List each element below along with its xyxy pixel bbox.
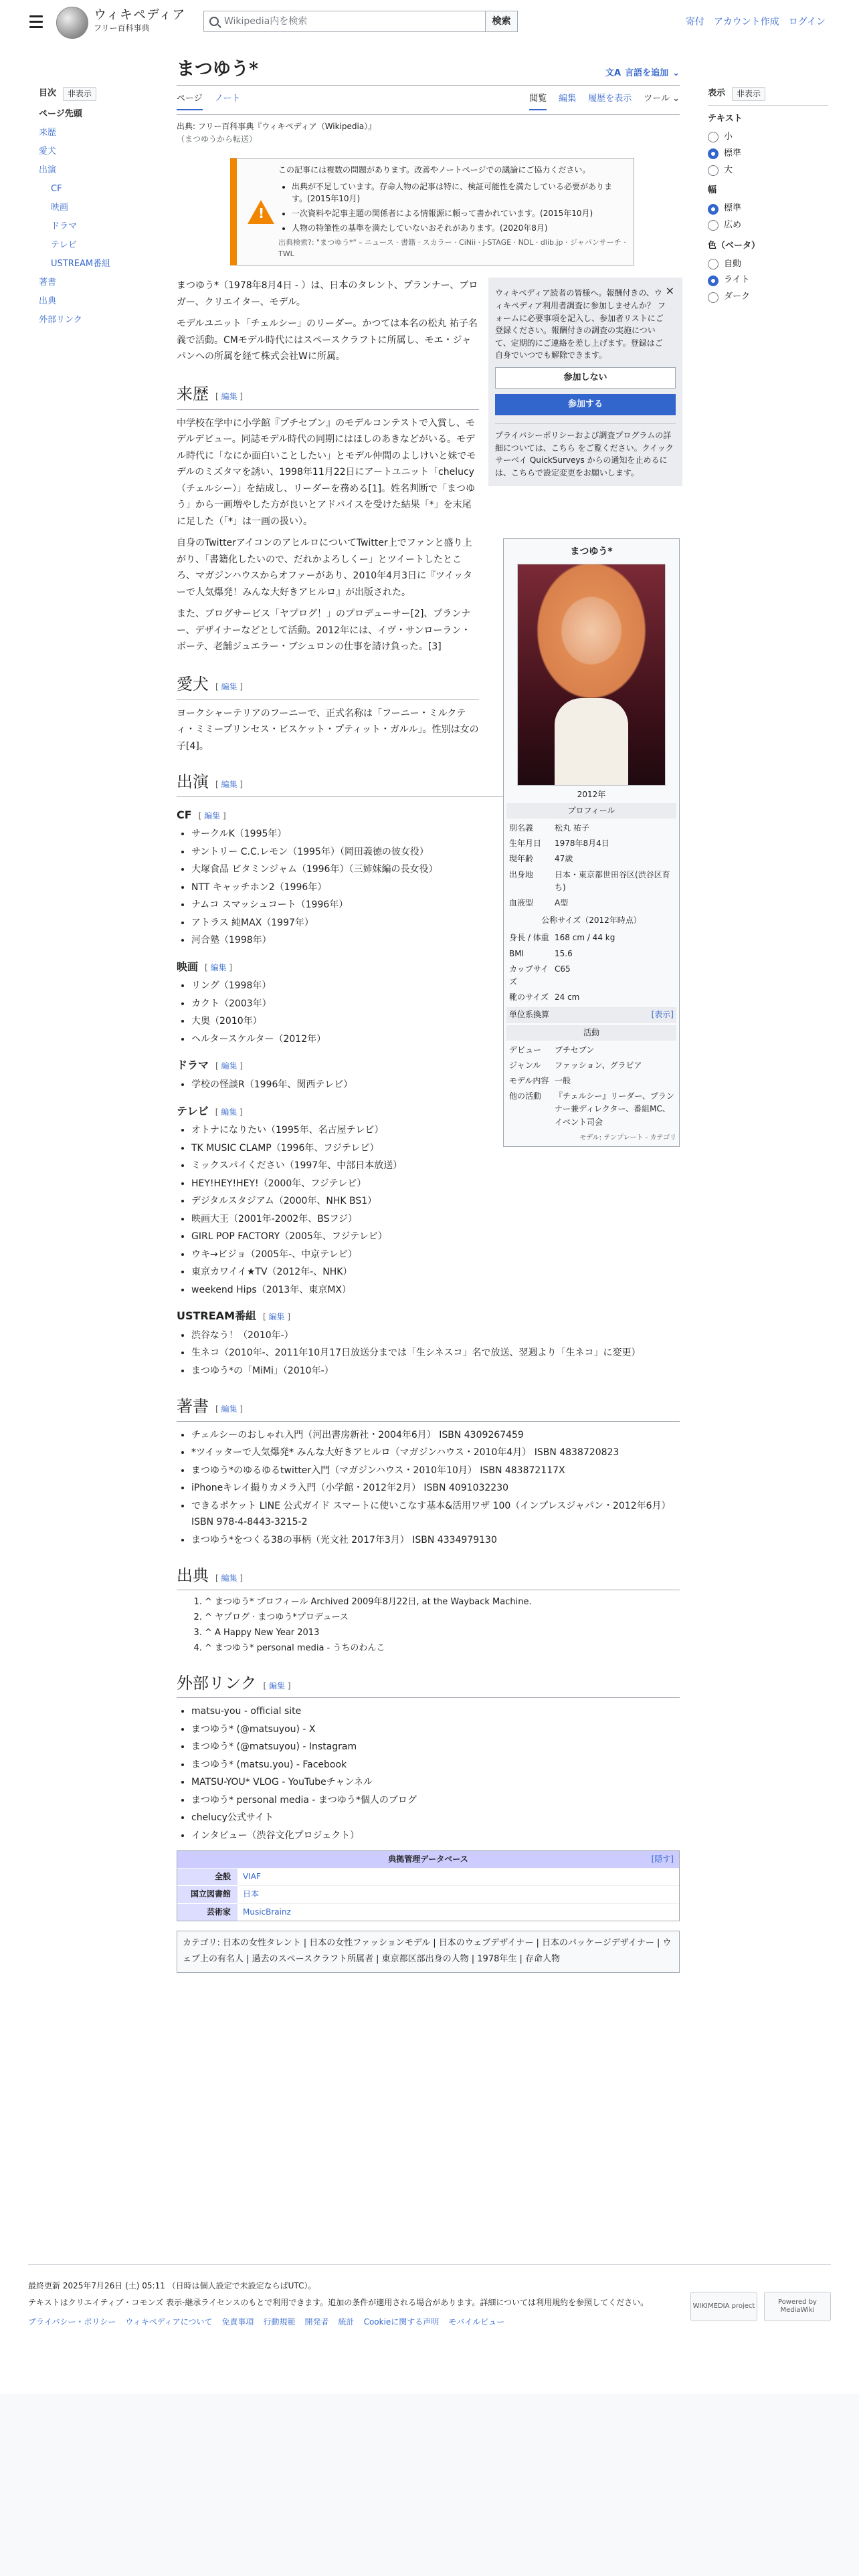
footer-badges xyxy=(690,2292,831,2321)
page-bottom-area xyxy=(0,2394,859,2576)
infobox-row xyxy=(506,1073,676,1089)
infobox-section-size: 公称サイズ（2012年時点） xyxy=(541,916,642,926)
reference-item: 4. ^ まつゆう* personal media - うちのわんこ xyxy=(205,1642,680,1656)
wordmark-tagline: フリー百科事典 xyxy=(94,23,150,33)
search-button[interactable]: 検索 xyxy=(486,11,518,32)
infobox-value: 『チェルシー』リーダー、プランナー兼ディレクター、番組MC、イベント司会 xyxy=(555,1091,674,1127)
list-item: • まつゆう* (@matsuyou) - Instagram xyxy=(191,1739,680,1755)
infobox-value: A型 xyxy=(555,898,569,908)
infobox-value: 一般 xyxy=(555,1076,571,1086)
section-heading-dog xyxy=(177,670,479,700)
radio-button[interactable] xyxy=(708,292,719,303)
movie-edit: [ 編集 ] xyxy=(205,962,233,972)
authority-label: 国立図書館 xyxy=(177,1886,237,1903)
infobox-value: 168 cm / 44 kg xyxy=(555,933,615,943)
edit-link[interactable]: 編集 xyxy=(210,962,227,972)
list-item: • MATSU-YOU* VLOG - YouTubeチャンネル xyxy=(191,1774,680,1791)
radio-button[interactable] xyxy=(708,132,719,142)
books-edit: [ 編集 ] xyxy=(215,1404,244,1414)
redirect-note: （まつゆうから転送） xyxy=(177,134,258,144)
source-search-links[interactable]: 出典検索?: "まつゆう*" – ニュース · 書籍 · スカラー · CiNii · J-STAGE · NDL · dlib.jp · ジャパンサーチ · TWL xyxy=(278,238,626,259)
infobox-row xyxy=(506,946,676,962)
edit-link[interactable]: 編集 xyxy=(204,811,221,821)
list-item: • できるポケット LINE 公式ガイド スマートに使いこなす基本&活用ワザ 100（インプレスジャパン・2012年6月） ISBN 978-4-8443-3215-2 xyxy=(191,1498,680,1531)
infobox-row xyxy=(506,962,676,990)
toc-item[interactable]: 愛犬 xyxy=(39,146,57,157)
radio-option[interactable] xyxy=(708,130,828,144)
list-item: • iPhoneキレイ撮りカメラ入門（小学館・2012年2月） ISBN 4091032230 xyxy=(191,1480,680,1497)
authority-row xyxy=(177,1868,679,1886)
list-item: • まつゆう*の「MiMi」（2010年-） xyxy=(191,1363,680,1380)
history-edit: [ 編集 ] xyxy=(215,391,244,401)
history-paragraph: 自身のTwitterアイコンのアヒルロについてTwitter上でファンと盛り上がり、「書籍化したいので、だれかよろしくー」とツイートしたところ、マガジンハウスからオファーがあり、2010年4月3日に『ツイッターで人気爆発！みんな大好きアヒルロ』が出版された。 xyxy=(177,538,473,598)
infobox-label: 血液型 xyxy=(509,898,534,908)
survey-accept-button[interactable]: 参加する xyxy=(495,394,676,415)
intro-paragraph: モデルユニット「チェルシー」のリーダー。かつては本名の松丸 祐子名義で活動。CMモデル時代にはスペースクラフトに所属し、モエ・ジャパンへの所属を経て株式会社Wに所属。 xyxy=(177,318,478,362)
tab-read[interactable]: 閲覧 xyxy=(529,92,547,110)
chevron-down-icon: ⌄ xyxy=(672,94,680,104)
text-size-label: テキスト xyxy=(708,114,743,124)
radio-button[interactable] xyxy=(708,204,719,215)
section-heading-links xyxy=(177,1671,680,1698)
infobox-caption: 2012年 xyxy=(577,789,606,799)
authority-hide-toggle[interactable]: [隠す] xyxy=(651,1854,674,1864)
radio-option[interactable] xyxy=(708,274,828,288)
close-icon[interactable]: × xyxy=(665,284,674,298)
radio-label: 自動 xyxy=(724,258,742,269)
edit-link[interactable]: 編集 xyxy=(221,1107,237,1117)
ustream-list xyxy=(191,1327,680,1380)
personal-tools xyxy=(686,15,826,29)
list-item: • まつゆう*のゆるゆるtwitter入門（マガジンハウス・2010年10月） ISBN 483872117X xyxy=(191,1463,680,1479)
wordmark-title: ウィキペディア xyxy=(94,7,186,22)
refs-edit: [ 編集 ] xyxy=(215,1574,244,1584)
list-item: • 渋谷なう！（2010年-） xyxy=(191,1327,680,1344)
table-of-contents xyxy=(39,87,166,330)
external-links-list xyxy=(191,1703,680,1844)
list-item: • デジタルスタジアム（2000年、NHK BS1） xyxy=(191,1193,680,1210)
radio-option[interactable] xyxy=(708,202,828,216)
infobox-title: まつゆう* xyxy=(570,546,613,558)
section-heading-history xyxy=(177,380,479,410)
radio-option[interactable] xyxy=(708,219,828,233)
footer-link[interactable]: 免責事項 xyxy=(221,2317,254,2327)
list-item: • ミックスパイください（1997年、中部日本放送） xyxy=(191,1158,680,1174)
radio-button[interactable] xyxy=(708,165,719,176)
ambox-issue: • 一次資料や記事主題の関係者による情報源に頼って書かれています。(2015年10月) xyxy=(292,207,627,220)
ustream-heading-text: USTREAM番組 xyxy=(177,1309,256,1323)
list-item: • HEY!HEY!HEY!（2000年、フジテレビ） xyxy=(191,1176,680,1192)
infobox-label: BMI xyxy=(509,948,524,958)
list-item: • GIRL POP FACTORY（2005年、フジテレビ） xyxy=(191,1228,680,1245)
title-row xyxy=(177,58,680,86)
infobox-label: デビュー xyxy=(509,1045,542,1055)
list-item: • チェルシーのおしゃれ入門（河出書房新社・2004年6月） ISBN 4309267459 xyxy=(191,1427,680,1444)
movie-heading-text: 映画 xyxy=(177,960,199,973)
reference-item: 2. ^ ヤプログ · まつゆう*プロデュース xyxy=(205,1611,680,1625)
chevron-down-icon: ⌄ xyxy=(672,68,680,79)
dog-heading-text: 愛犬 xyxy=(177,674,209,693)
site-header xyxy=(0,0,859,44)
survey-decline-button[interactable]: 参加しない xyxy=(495,367,676,389)
infobox-value: 15.6 xyxy=(555,948,573,958)
infobox-photo[interactable] xyxy=(517,564,666,786)
infobox-row xyxy=(506,1043,676,1058)
dog-edit: [ 編集 ] xyxy=(215,681,244,691)
infobox-section-activity: 活動 xyxy=(506,1025,676,1041)
infobox-value: 松丸 祐子 xyxy=(555,823,589,833)
list-item: • サントリー C.C.レモン（1995年）（岡田義徳の彼女役） xyxy=(191,844,680,861)
list-item: • まつゆう*をつくる38の事柄（光文社 2017年3月） ISBN 4334979130 xyxy=(191,1532,680,1549)
infobox-row xyxy=(506,821,676,836)
toc-header xyxy=(39,87,166,101)
site-sub: 出典: フリー百科事典『ウィキペディア（Wikipedia）』 xyxy=(177,121,377,131)
subsection-heading-ustream xyxy=(177,1307,680,1325)
drama-edit: [ 編集 ] xyxy=(215,1061,244,1071)
authority-row xyxy=(177,1886,679,1903)
appearance-header xyxy=(708,87,828,106)
radio-label: 大 xyxy=(724,165,733,175)
list-item: • chelucy公式サイト xyxy=(191,1810,680,1826)
references-list xyxy=(205,1596,680,1655)
infobox-value: 47歳 xyxy=(555,854,573,864)
list-item: • 河合塾（1998年） xyxy=(191,932,680,949)
radio-button[interactable] xyxy=(708,276,719,286)
page-tabs xyxy=(177,92,680,115)
toc-item[interactable]: 来歴 xyxy=(39,128,57,138)
text-size-options xyxy=(708,130,828,177)
wordmark[interactable] xyxy=(94,7,185,33)
toc-hide-button[interactable]: 非表示 xyxy=(63,87,96,101)
appearance-hide-button[interactable]: 非表示 xyxy=(732,87,765,101)
authority-control xyxy=(177,1850,680,1921)
infobox-row xyxy=(506,895,676,911)
radio-label: 小 xyxy=(724,131,733,142)
tools-label: ツール xyxy=(644,94,670,104)
edit-link[interactable]: 編集 xyxy=(221,780,237,790)
footer-link[interactable]: 開発者 xyxy=(304,2317,329,2327)
authority-value[interactable]: VIAF xyxy=(237,1868,679,1886)
unit-conversion-label: 単位系換算 xyxy=(509,1010,550,1020)
wikimedia-badge[interactable]: WIKIMEDIA project xyxy=(690,2292,757,2321)
infobox-value: プチセブン xyxy=(555,1045,595,1055)
list-item: • まつゆう* (matsu.you) - Facebook xyxy=(191,1757,680,1774)
authority-table xyxy=(177,1868,679,1921)
infobox-row xyxy=(506,1089,676,1130)
infobox-label: ジャンル xyxy=(509,1060,541,1070)
toc-item[interactable]: 出典 xyxy=(39,296,57,307)
authority-row xyxy=(177,1903,679,1921)
toc-item[interactable]: 映画 xyxy=(51,203,69,213)
infobox-row xyxy=(506,851,676,867)
edit-link[interactable]: 編集 xyxy=(269,1681,286,1691)
list-item: • ナムコ スマッシュコート（1996年） xyxy=(191,897,680,914)
width-label: 幅 xyxy=(708,185,717,196)
infobox-row xyxy=(506,836,676,851)
toc-item[interactable]: 外部リンク xyxy=(39,315,82,326)
infobox-label: モデル内容 xyxy=(509,1076,549,1086)
authority-header xyxy=(177,1851,679,1868)
list-item: • まつゆう* personal media - まつゆう*個人のブログ xyxy=(191,1792,680,1809)
list-item: • リング（1998年） xyxy=(191,978,680,994)
radio-button[interactable] xyxy=(708,259,719,270)
survey-privacy: プライバシーポリシーおよび調査プログラムの詳細については、こちら をご覧ください。クイックサーベイ QuickSurveys からの通知を止めるには、こちらで設定変更をお願いします。 xyxy=(495,423,676,479)
infobox-label: 出身地 xyxy=(509,869,534,879)
radio-button[interactable] xyxy=(708,148,719,159)
footer-link[interactable]: 統計 xyxy=(338,2317,355,2327)
history-paragraph: また、ブログサービス「ヤプログ！」のプロデューサー[2]、プランナー、デザイナーなどとして活動。2012年には、イヴ・サンローラン・ボーテ、老舗ジュエラー・ブシュロンの仕事を請け負った。[3] xyxy=(177,609,471,653)
radio-option[interactable] xyxy=(708,164,828,178)
list-item: • *ツイッターで人気爆発* みんな大好きアヒルロ（マガジンハウス・2010年4月） ISBN 4838720823 xyxy=(191,1444,680,1461)
infobox-section-profile: プロフィール xyxy=(506,803,676,819)
last-modified: 最終更新 2025年7月26日 (土) 05:11 （日時は個人設定で未設定ならばUTC）。 xyxy=(28,2281,316,2290)
toc-item[interactable]: ドラマ xyxy=(51,221,78,232)
donate-link[interactable]: 寄付 xyxy=(685,17,704,27)
list-item: • 映画大王（2001年-2002年、BSフジ） xyxy=(191,1211,680,1228)
toc-item[interactable]: テレビ xyxy=(51,240,77,251)
ambox-intro: この記事には複数の問題があります。改善やノートページでの議論にご協力ください。 xyxy=(278,165,591,175)
edit-link[interactable]: 編集 xyxy=(221,681,237,691)
category-links[interactable]: カテゴリ: 日本の女性タレント | 日本の女性ファッションモデル | 日本のウェブデザイナー | 日本のパッケージデザイナー | ウェブ上の有名人 | 過去のスペースクラフト所属者 | 東京都区部出身の人物 | 1978年生 | 存命人物 xyxy=(177,1931,680,1973)
infobox-label: 生年月日 xyxy=(509,839,542,849)
infobox-size-table xyxy=(506,930,676,1005)
infobox xyxy=(503,538,680,1147)
edit-link[interactable]: 編集 xyxy=(221,1574,237,1584)
tools-menu[interactable] xyxy=(644,92,680,110)
appear-edit: [ 編集 ] xyxy=(215,780,244,790)
tab-talk[interactable]: ノート xyxy=(214,94,241,104)
tv-edit: [ 編集 ] xyxy=(215,1107,243,1117)
books-heading-text: 著書 xyxy=(177,1397,209,1416)
color-options xyxy=(708,257,828,304)
quick-survey xyxy=(488,278,682,486)
search-placeholder: Wikipedia内を検索 xyxy=(224,15,308,27)
toc-item[interactable]: 出演 xyxy=(39,165,57,176)
translate-icon: 文A xyxy=(605,68,622,79)
multiple-issues-box xyxy=(230,158,634,265)
language-button-label: 言語を追加 xyxy=(625,68,669,79)
infobox-value: ファッション、グラビア xyxy=(555,1060,642,1070)
toc-item[interactable]: 著書 xyxy=(39,278,57,288)
radio-button[interactable] xyxy=(708,220,719,231)
section-heading-books xyxy=(177,1394,680,1421)
cf-edit: [ 編集 ] xyxy=(198,811,226,821)
list-item: • オトナになりたい（1995年、名古屋テレビ） xyxy=(191,1122,680,1139)
appearance-panel xyxy=(708,87,828,307)
reference-item: 1. ^ まつゆう* プロフィール Archived 2009年8月22日, at the Wayback Machine. xyxy=(205,1596,680,1610)
cf-heading-text: CF xyxy=(177,808,192,821)
infobox-label: 現年齢 xyxy=(509,854,534,864)
infobox-table xyxy=(506,821,676,911)
survey-text: ウィキペディア読者の皆様へ。報酬付きの、ウィキペディア利用者調査に参加しませんか？ フォームに必要事項を記入し、参加者リストにご登録ください。報酬付きの調査の実施について、定期的にご連絡を差し上げます。登録はご自身でいつでも解除できます。 xyxy=(495,288,666,360)
infobox-label: カップサイズ xyxy=(509,964,549,986)
infobox-label: 靴のサイズ xyxy=(509,992,549,1002)
list-item: • TK MUSIC CLAMP（1996年、フジテレビ） xyxy=(191,1140,680,1157)
list-item: • まつゆう* (@matsuyou) - X xyxy=(191,1721,680,1738)
infobox-label: 身長 / 体重 xyxy=(509,933,549,943)
list-item: • weekend Hips（2013年、東京MX） xyxy=(191,1282,680,1299)
intro-paragraph: まつゆう*（1978年8月4日 - ）は、日本のタレント、プランナー、ブロガー、クリエイター、モデル。 xyxy=(177,280,478,308)
tab-edit[interactable]: 編集 xyxy=(559,94,577,104)
list-item: • 生ネコ（2010年-、2011年10月17日放送分までは「生シネスコ」名で放送、翌週より「生ネコ」に変更） xyxy=(191,1345,680,1362)
radio-label: 標準 xyxy=(724,203,742,214)
footer-link[interactable]: 行動規範 xyxy=(263,2317,296,2327)
login-link[interactable]: ログイン xyxy=(788,17,826,27)
footer-link[interactable]: ウィキペディアについて xyxy=(125,2317,213,2327)
infobox-row xyxy=(506,930,676,946)
footer-link[interactable]: プライバシー・ポリシー xyxy=(28,2317,116,2327)
list-item: • ヘルタースケルター（2012年） xyxy=(191,1031,680,1048)
reference-item: 3. ^ A Happy New Year 2013 xyxy=(205,1626,680,1640)
appear-heading-text: 出演 xyxy=(177,772,209,792)
authority-title: 典拠管理データベース xyxy=(388,1854,468,1864)
radio-label: ライト xyxy=(724,275,750,286)
authority-value[interactable]: MusicBrainz xyxy=(237,1903,679,1921)
radio-option[interactable] xyxy=(708,257,828,272)
toc-item[interactable]: CF xyxy=(51,184,62,195)
tab-history[interactable]: 履歴を表示 xyxy=(588,94,632,104)
tv-heading-text: テレビ xyxy=(177,1104,209,1117)
toc-list xyxy=(39,105,166,330)
authority-label: 全般 xyxy=(177,1868,237,1886)
infobox-row xyxy=(506,990,676,1005)
warning-icon: ! xyxy=(244,164,278,259)
footer-link[interactable]: Cookieに関する声明 xyxy=(363,2317,440,2327)
tab-page[interactable]: ページ xyxy=(177,92,203,110)
list-item: • インタビュー（渋谷文化プロジェクト） xyxy=(191,1828,680,1844)
dog-paragraph: ヨークシャーテリアのフーニーで、正式名称は「フーニー・ミルクティ・ミミープリンセス・ビスケット・プティット・ガルル」。性別は女の子[4]。 xyxy=(177,708,479,752)
wikipedia-logo-icon[interactable] xyxy=(56,7,88,39)
infobox-row xyxy=(506,1058,676,1073)
drama-heading-text: ドラマ xyxy=(177,1059,209,1072)
license-text: テキストはクリエイティブ・コモンズ 表示-継承ライセンスのもとで利用できます。追加の条件が適用される場合があります。詳細については利用規約を参照してください。 xyxy=(28,2298,649,2308)
authority-value[interactable]: 日本 xyxy=(237,1886,679,1903)
infobox-value: 日本・東京都世田谷区(渋谷区育ち) xyxy=(555,869,670,892)
radio-label: ダーク xyxy=(724,292,751,302)
color-label: 色（ベータ） xyxy=(708,240,761,251)
infobox-label: 他の活動 xyxy=(509,1091,542,1101)
unit-show-toggle[interactable]: [表示] xyxy=(651,1010,674,1020)
list-item: • 大奥（2010年） xyxy=(191,1013,680,1030)
infobox-value: 1978年8月4日 xyxy=(555,839,609,849)
list-item: • 大塚食品 ビタミンジャム（1996年）（三姉妹編の長女役） xyxy=(191,861,680,878)
links-heading-text: 外部リンク xyxy=(177,1673,257,1693)
links-edit: [ 編集 ] xyxy=(263,1681,291,1691)
width-options xyxy=(708,202,828,233)
toc-title: 目次 xyxy=(39,88,57,99)
books-list xyxy=(191,1427,680,1549)
radio-option[interactable] xyxy=(708,290,828,304)
language-button[interactable] xyxy=(605,67,680,81)
authority-label: 芸術家 xyxy=(177,1903,237,1921)
page-title: まつゆう* xyxy=(177,59,259,80)
refs-heading-text: 出典 xyxy=(177,1566,209,1586)
search-form xyxy=(203,11,518,32)
list-item: • NTT キャッチホン2（1996年） xyxy=(191,879,680,896)
history-paragraph: 中学校在学中に小学館『プチセブン』のモデルコンテストで入賞し、モデルデビュー。同誌モデル時代の同期にはほしのあきなどがいる。モデル時代に「なにか面白いことしたい」とモデル仲間のよしけいと妹でモデルのミズタマを誘い、1998年11月22日にアートユニット「chelucy（チェルシー）」を結成し、リーダーを務める[1]。姓名判断で「まつゆう」から一画増やした方が良いとアドバイスを受けた結果「*」を末尾に足した（「*」は一画の扱い）。 xyxy=(177,417,476,527)
list-item: • 東京カワイイ★TV（2012年-、NHK） xyxy=(191,1264,680,1281)
radio-option[interactable] xyxy=(708,147,828,161)
main-content xyxy=(177,58,680,1973)
list-item: • アトラス 純MAX（1997年） xyxy=(191,915,680,932)
main-menu-button[interactable] xyxy=(27,12,45,31)
create-account-link[interactable]: アカウント作成 xyxy=(713,17,779,27)
infobox-value: C65 xyxy=(555,964,571,974)
list-item: • matsu-you - official site xyxy=(191,1703,680,1720)
radio-label: 標準 xyxy=(724,148,742,158)
radio-label: 広め xyxy=(724,219,742,230)
mediawiki-badge[interactable]: Powered by MediaWiki xyxy=(764,2292,831,2321)
infobox-label: 別名義 xyxy=(509,823,534,833)
edit-link[interactable]: 編集 xyxy=(221,391,237,401)
list-item: • カクト（2003年） xyxy=(191,996,680,1012)
infobox-template-links[interactable]: モデル: テンプレート - カテゴリ xyxy=(579,1134,676,1142)
toc-item[interactable]: ページ先頭 xyxy=(39,109,82,120)
footer-link[interactable]: モバイルビュー xyxy=(448,2317,505,2327)
edit-link[interactable]: 編集 xyxy=(221,1404,237,1414)
search-input[interactable] xyxy=(203,11,486,32)
edit-link[interactable]: 編集 xyxy=(221,1061,237,1071)
edit-link[interactable]: 編集 xyxy=(268,1312,285,1322)
list-item: • サークルK（1995年） xyxy=(191,826,680,843)
site-footer xyxy=(28,2264,831,2329)
infobox-value: 24 cm xyxy=(555,992,580,1002)
toc-item[interactable]: USTREAM番組 xyxy=(51,259,111,270)
tv-list xyxy=(191,1122,680,1298)
unit-conversion-row xyxy=(506,1007,676,1023)
list-item: • ウキ→ビジョ（2005年-、中京テレビ） xyxy=(191,1247,680,1263)
search-icon xyxy=(209,17,219,26)
ambox-issue: • 出典が不足しています。存命人物の記事は特に、検証可能性を満たしている必要があります。(2015年10月) xyxy=(292,181,627,205)
infobox-activity-table xyxy=(506,1043,676,1130)
history-heading-text: 来歴 xyxy=(177,384,209,403)
appearance-title: 表示 xyxy=(708,88,726,99)
ambox-issue: • 人物の特筆性の基準を満たしていないおそれがあります。(2020年8月) xyxy=(292,222,627,235)
section-heading-refs xyxy=(177,1563,680,1590)
article-text xyxy=(177,278,479,754)
list-item: • 学校の怪談R（1996年、関西テレビ） xyxy=(191,1077,680,1093)
infobox-row xyxy=(506,867,676,895)
ustream-edit: [ 編集 ] xyxy=(263,1312,291,1322)
